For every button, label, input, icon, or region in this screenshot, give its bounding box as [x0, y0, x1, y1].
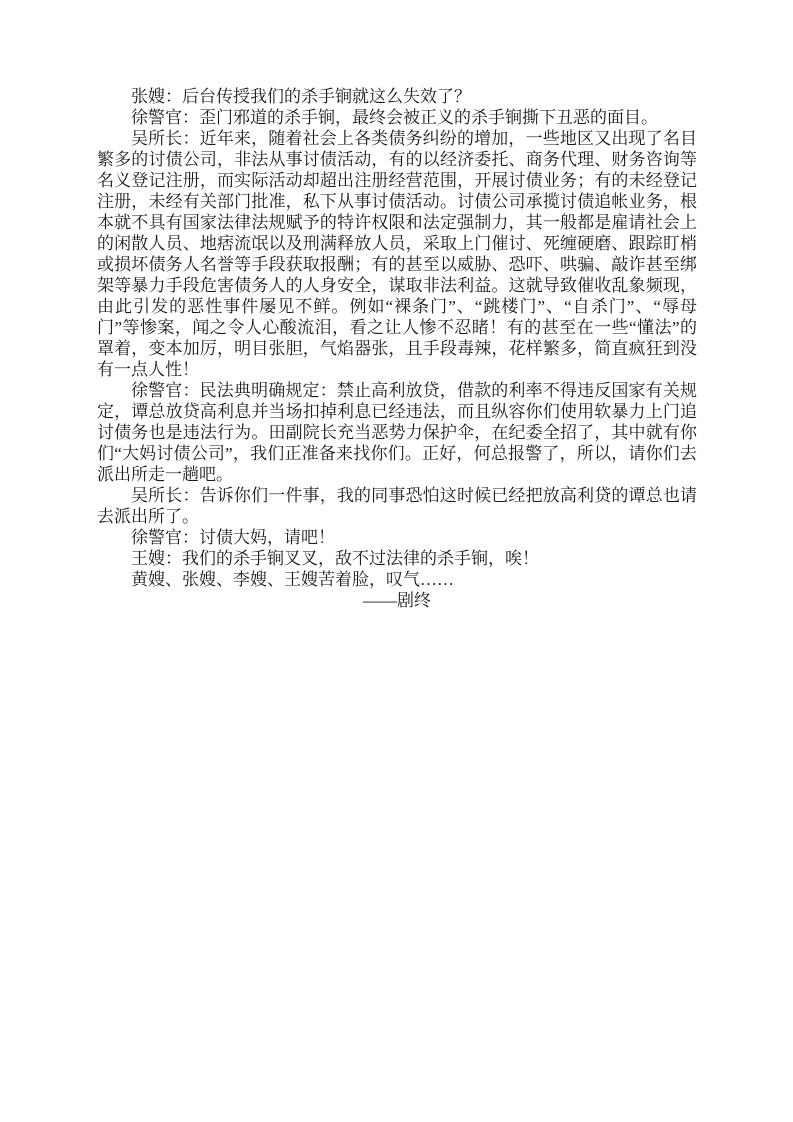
dialogue-line-xujingguan-3: 徐警官：讨债大妈，请吧！ [131, 528, 335, 547]
dialogue-line-wusuozhang-2: 吴所长：告诉你们一件事，我的同事恐怕这时候已经把放高利贷的谭总也请去派出所了。 [97, 486, 697, 526]
script-text-block [97, 86, 697, 611]
dialogue-line-xujingguan-2: 徐警官：民法典明确规定：禁止高利放贷，借款的利率不得违反国家有关规定，谭总放贷高利息并当场扣掉利息已经违法，而且纵容你们使用软暴力上门追讨债务也是违法行为。田副院长充当恶势力保护伞，在纪委全招了，其中就有你们“大妈讨债公司”，我们正准备来找你们。正好，何总报警了，所以，请你们去派出所走一趟吧。 [97, 381, 697, 484]
stage-direction-line: 黄嫂、张嫂、李嫂、王嫂苦着脸，叹气…… [131, 570, 454, 589]
dialogue-line-xujingguan-1: 徐警官：歪门邪道的杀手锏，最终会被正义的杀手锏撕下丑恶的面目。 [131, 108, 658, 127]
ending-line: ——剧终 [363, 591, 431, 610]
dialogue-line-wangsao: 王嫂：我们的杀手锏叉叉，敌不过法律的杀手锏，唉！ [131, 549, 539, 568]
dialogue-line-wusuozhang-1: 吴所长：近年来，随着社会上各类债务纠纷的增加，一些地区又出现了名目繁多的讨债公司，非法从事讨债活动，有的以经济委托、商务代理、财务咨询等名义登记注册，而实际活动却超出注册经营范围，开展讨债业务；有的未经登记注册，未经有关部门批准，私下从事讨债活动。讨债公司承揽讨债追帐业务，根本就不具有国家法律法规赋予的特许权限和法定强制力，其一般都是雇请社会上的闲散人员、地痞流氓以及刑满释放人员，采取上门催讨、死缠硬磨、跟踪盯梢或损坏债务人名誉等手段获取报酬；有的甚至以威胁、恐吓、哄骗、敲诈甚至绑架等暴力手段危害债务人的人身安全，谋取非法利益。这就导致催收乱象频现，由此引发的恶性事件屡见不鲜。例如“裸条门”、“跳楼门”、“自杀门”、“辱母门”等惨案，闻之令人心酸流泪，看之让人惨不忍睹！有的甚至在一些“懂法”的罩着，变本加厉，明目张胆，气焰器张，且手段毒辣，花样繁多，简直疯狂到没有一点人性！ [97, 129, 697, 379]
dialogue-line-zhangsao: 张嫂：后台传授我们的杀手锏就这么失效了？ [131, 87, 471, 106]
